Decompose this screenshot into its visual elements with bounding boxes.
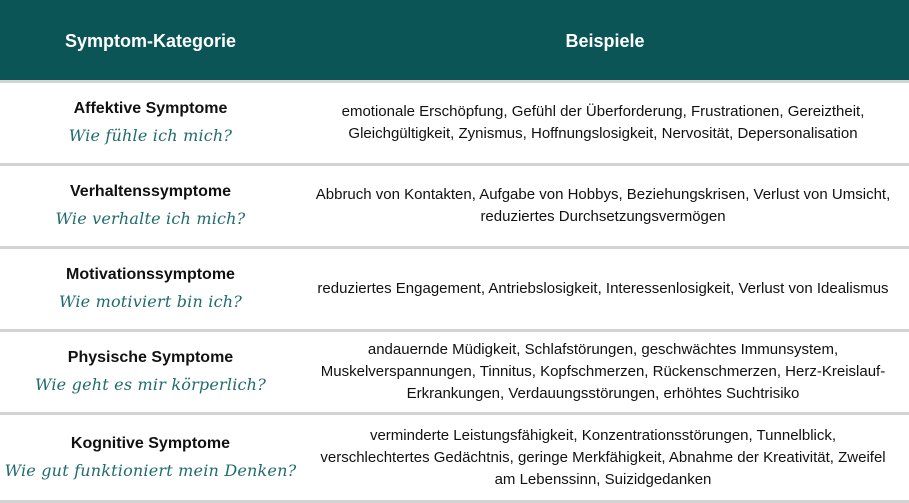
examples-cell: verminderte Leistungsfähigkeit, Konzentrationsstörungen, Tunnelblick, verschlechtertes Gedächtnis, geringe Merkfähigkeit, Abnahme der Kreativität, Zweifel am Lebenssinn, Suizidgedanken xyxy=(320,426,886,488)
examples-cell: reduziertes Engagement, Antriebslosigkeit, Interessenlosigkeit, Verlust von Idealismus xyxy=(317,280,889,297)
category-question: Wie gut funktioniert mein Denken? xyxy=(4,460,297,480)
category-question: Wie fühle ich mich? xyxy=(68,126,233,145)
table-row xyxy=(0,80,909,163)
category-cell xyxy=(0,348,301,396)
table-row xyxy=(0,412,909,503)
category-cell xyxy=(0,182,301,230)
category-title: Motivationssymptome xyxy=(66,266,235,283)
header-examples: Beispiele xyxy=(565,30,645,51)
category-title: Verhaltenssymptome xyxy=(70,183,231,200)
category-cell xyxy=(0,265,301,313)
category-title: Kognitive Symptome xyxy=(70,434,231,452)
examples-cell: andauernde Müdigkeit, Schlafstörungen, geschwächtes Immunsystem, Muskelverspannungen, Tinnitus, Kopfschmerzen, Rückenschmerzen, Herz-Kreislauf-Erkrankungen, Verdauungsstörungen, erhöhtes Suchtrisiko xyxy=(320,341,886,402)
table-row xyxy=(0,329,909,412)
table-header xyxy=(0,0,909,80)
category-title: Affektive Symptome xyxy=(73,100,228,117)
table-row xyxy=(0,163,909,246)
examples-cell: Abbruch von Kontakten, Aufgabe von Hobbys, Beziehungskrisen, Verlust von Umsicht, reduziertes Durchsetzungsvermögen xyxy=(315,186,891,225)
examples-cell: emotionale Erschöpfung, Gefühl der Überforderung, Frustrationen, Gereiztheit, Gleichgültigkeit, Zynismus, Hoffnungslosigkeit, Nervosität, Depersonalisation xyxy=(341,103,865,142)
category-question: Wie motiviert bin ich? xyxy=(58,292,243,311)
category-cell xyxy=(0,99,301,147)
category-cell xyxy=(0,434,301,482)
table-row xyxy=(0,246,909,329)
category-question: Wie verhalte ich mich? xyxy=(55,209,246,228)
category-question: Wie geht es mir körperlich? xyxy=(35,375,266,394)
category-title: Physische Symptome xyxy=(67,349,234,366)
header-category: Symptom-Kategorie xyxy=(64,30,237,51)
